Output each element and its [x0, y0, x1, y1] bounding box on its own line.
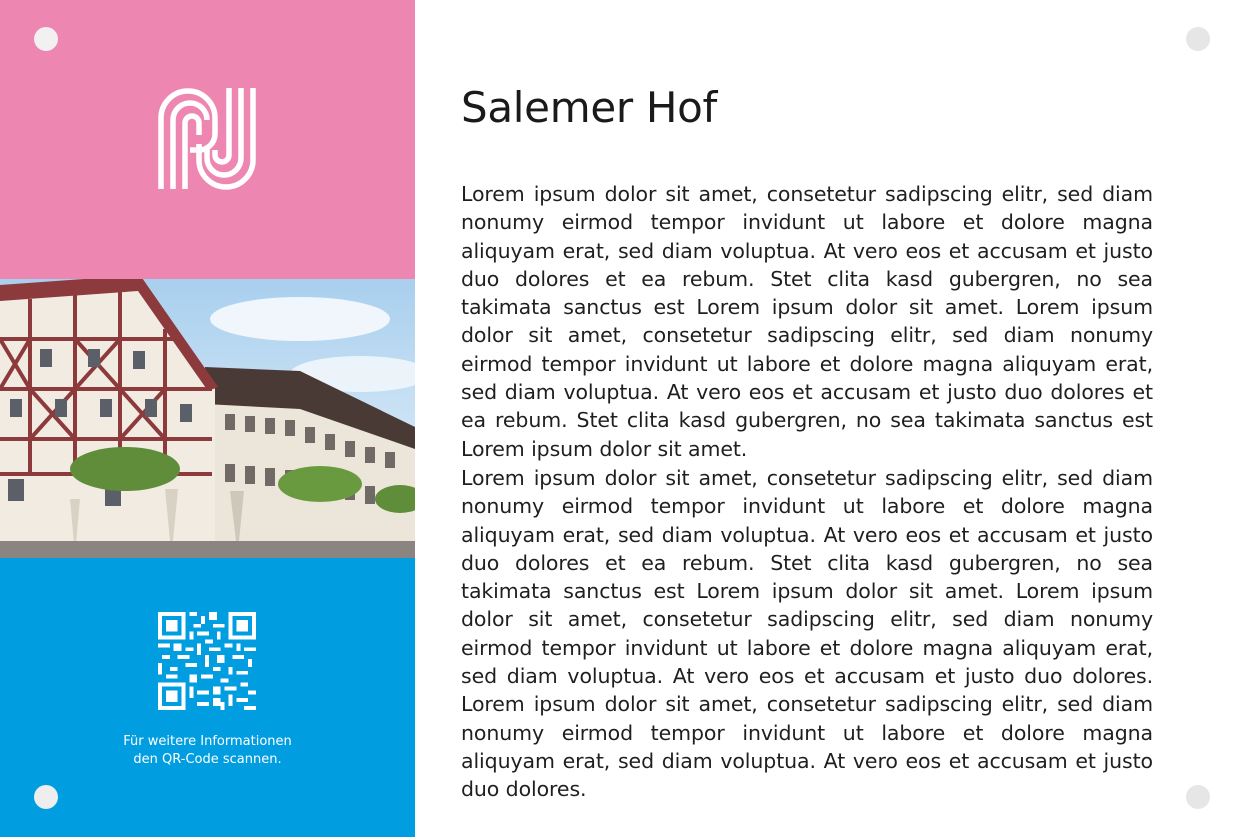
mount-hole-bottom-right	[1186, 785, 1210, 809]
left-column	[0, 0, 415, 837]
mount-hole-bottom-left	[34, 785, 58, 809]
body-paragraph-1: Lorem ipsum dolor sit amet, consetetur sadipscing elitr, sed diam nonumy eirmod tempor invidunt ut labore et dolore magna aliquyam erat, sed diam voluptua. At vero eos et accusam et justo duo dolores et ea rebum. Stet clita kasd gubergren, no sea takimata sanctus est Lorem ipsum dolor sit amet. Lorem ipsum dolor sit amet, consetetur sadipscing elitr, sed diam nonumy eirmod tempor invidunt ut labore et dolore magna aliquyam erat, sed diam voluptua. At vero eos et accusam et justo duo dolores et ea rebum. Stet clita kasd gubergren, no sea takimata sanctus est Lorem ipsum dolor sit amet.	[461, 182, 1153, 461]
qr-caption	[0, 733, 415, 769]
page-title: Salemer Hof	[461, 83, 718, 132]
logo-icon	[158, 88, 256, 190]
body-paragraph-2: Lorem ipsum dolor sit amet, consetetur sadipscing elitr, sed diam nonumy eirmod tempor invidunt ut labore et dolore magna aliquyam erat, sed diam voluptua. At vero eos et accusam et justo duo dolores et ea rebum. Stet clita kasd gubergren, no sea takimata sanctus est Lorem ipsum dolor sit amet. Lorem ipsum dolor sit amet, consetetur sadipscing elitr, sed diam nonumy eirmod tempor invidunt ut labore et dolore magna aliquyam erat, sed diam voluptua. At vero eos et accusam et justo duo dolores. Lorem ipsum dolor sit amet, consetetur sadipscing elitr, sed diam nonumy eirmod tempor invidunt ut labore et dolore magna aliquyam erat, sed diam voluptua. At vero eos et accusam et justo duo dolores.	[461, 466, 1153, 802]
qr-caption-line-1: Für weitere Informationen	[123, 734, 292, 749]
logo-panel	[0, 0, 415, 279]
qr-code-icon[interactable]	[158, 612, 256, 710]
building-photo	[0, 279, 415, 558]
mount-hole-top-left	[34, 27, 58, 51]
mount-hole-top-right	[1186, 27, 1210, 51]
building-photo-illustration	[0, 279, 415, 558]
qr-caption-line-2: den QR-Code scannen.	[133, 752, 282, 767]
